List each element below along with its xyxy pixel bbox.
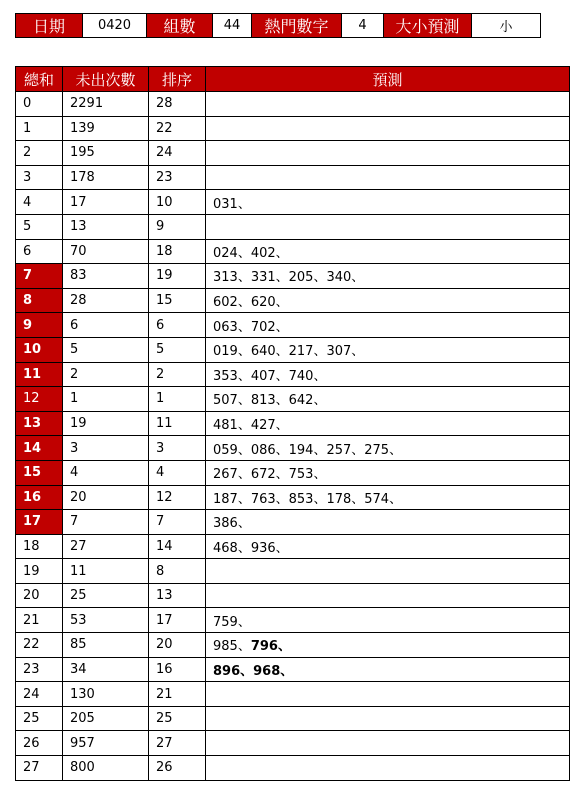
rank-cell: 5 xyxy=(149,337,206,362)
table-row xyxy=(16,313,570,338)
sum-cell: 7 xyxy=(16,264,63,289)
rank-cell: 2 xyxy=(149,362,206,387)
prediction-text: 353、407、740、 xyxy=(213,368,327,384)
table-row xyxy=(16,460,570,485)
prediction-cell xyxy=(206,510,570,535)
table-row xyxy=(16,510,570,535)
rank-cell: 3 xyxy=(149,436,206,461)
hot-number-value: 4 xyxy=(342,14,384,38)
rank-cell: 22 xyxy=(149,116,206,141)
size-prediction-value: 小 xyxy=(472,14,541,38)
prediction-text: 031、 xyxy=(213,196,251,212)
table-row xyxy=(16,362,570,387)
info-bar xyxy=(15,13,541,38)
missed-count-cell: 130 xyxy=(63,682,149,707)
sum-cell: 5 xyxy=(16,214,63,239)
table-row xyxy=(16,583,570,608)
sum-cell: 2 xyxy=(16,141,63,166)
sum-cell: 25 xyxy=(16,706,63,731)
prediction-cell xyxy=(206,313,570,338)
prediction-text-bold: 796、 xyxy=(250,639,291,655)
prediction-cell xyxy=(206,608,570,633)
prediction-text: 507、813、642、 xyxy=(213,393,327,409)
table-row xyxy=(16,337,570,362)
prediction-text: 187、763、853、178、574、 xyxy=(213,491,403,507)
missed-count-cell: 195 xyxy=(63,141,149,166)
sum-cell: 8 xyxy=(16,288,63,313)
table-row xyxy=(16,288,570,313)
rank-cell: 10 xyxy=(149,190,206,215)
missed-count-cell: 178 xyxy=(63,165,149,190)
prediction-cell xyxy=(206,239,570,264)
prediction-cell xyxy=(206,731,570,756)
prediction-text: 063、702、 xyxy=(213,319,289,335)
prediction-cell xyxy=(206,165,570,190)
missed-count-cell: 800 xyxy=(63,756,149,781)
prediction-cell xyxy=(206,141,570,166)
sum-cell: 4 xyxy=(16,190,63,215)
rank-cell: 21 xyxy=(149,682,206,707)
missed-count-cell: 2291 xyxy=(63,92,149,117)
count-label: 組數 xyxy=(147,14,213,38)
prediction-cell xyxy=(206,682,570,707)
sum-cell: 16 xyxy=(16,485,63,510)
rank-cell: 25 xyxy=(149,706,206,731)
hot-number-label: 熱門數字 xyxy=(252,14,342,38)
prediction-cell xyxy=(206,116,570,141)
sum-cell: 9 xyxy=(16,313,63,338)
sum-cell: 21 xyxy=(16,608,63,633)
table-row xyxy=(16,239,570,264)
sum-cell: 20 xyxy=(16,583,63,608)
table-row xyxy=(16,264,570,289)
prediction-cell xyxy=(206,756,570,781)
prediction-text: 313、331、205、340、 xyxy=(213,270,365,286)
prediction-cell xyxy=(206,411,570,436)
prediction-cell xyxy=(206,485,570,510)
missed-count-cell: 6 xyxy=(63,313,149,338)
prediction-text-bold: 896、968、 xyxy=(213,663,294,679)
missed-count-cell: 25 xyxy=(63,583,149,608)
table-row xyxy=(16,411,570,436)
prediction-cell xyxy=(206,92,570,117)
column-header-prediction: 預測 xyxy=(206,67,570,92)
rank-cell: 1 xyxy=(149,387,206,412)
missed-count-cell: 11 xyxy=(63,559,149,584)
missed-count-cell: 85 xyxy=(63,633,149,658)
prediction-cell xyxy=(206,190,570,215)
prediction-text: 481、427、 xyxy=(213,418,289,434)
table-row xyxy=(16,756,570,781)
missed-count-cell: 34 xyxy=(63,657,149,682)
table-row xyxy=(16,731,570,756)
sum-cell: 14 xyxy=(16,436,63,461)
rank-cell: 11 xyxy=(149,411,206,436)
table-row xyxy=(16,165,570,190)
prediction-cell xyxy=(206,559,570,584)
missed-count-cell: 28 xyxy=(63,288,149,313)
prediction-cell xyxy=(206,657,570,682)
size-prediction-label: 大小預測 xyxy=(384,14,472,38)
rank-cell: 28 xyxy=(149,92,206,117)
missed-count-cell: 139 xyxy=(63,116,149,141)
prediction-cell xyxy=(206,214,570,239)
sum-cell: 12 xyxy=(16,387,63,412)
sum-cell: 19 xyxy=(16,559,63,584)
rank-cell: 9 xyxy=(149,214,206,239)
rank-cell: 20 xyxy=(149,633,206,658)
info-row xyxy=(16,14,541,38)
missed-count-cell: 20 xyxy=(63,485,149,510)
prediction-cell xyxy=(206,633,570,658)
sum-cell: 11 xyxy=(16,362,63,387)
prediction-cell xyxy=(206,387,570,412)
rank-cell: 19 xyxy=(149,264,206,289)
prediction-table xyxy=(15,66,570,781)
table-row xyxy=(16,534,570,559)
rank-cell: 12 xyxy=(149,485,206,510)
count-value: 44 xyxy=(213,14,252,38)
sum-cell: 0 xyxy=(16,92,63,117)
sum-cell: 10 xyxy=(16,337,63,362)
missed-count-cell: 3 xyxy=(63,436,149,461)
missed-count-cell: 70 xyxy=(63,239,149,264)
table-row xyxy=(16,92,570,117)
prediction-cell xyxy=(206,436,570,461)
table-row xyxy=(16,190,570,215)
prediction-cell xyxy=(206,534,570,559)
missed-count-cell: 205 xyxy=(63,706,149,731)
missed-count-cell: 53 xyxy=(63,608,149,633)
table-row xyxy=(16,559,570,584)
rank-cell: 15 xyxy=(149,288,206,313)
rank-cell: 24 xyxy=(149,141,206,166)
rank-cell: 16 xyxy=(149,657,206,682)
sum-cell: 26 xyxy=(16,731,63,756)
prediction-cell xyxy=(206,288,570,313)
sum-cell: 3 xyxy=(16,165,63,190)
rank-cell: 8 xyxy=(149,559,206,584)
table-row xyxy=(16,214,570,239)
sum-cell: 1 xyxy=(16,116,63,141)
sum-cell: 27 xyxy=(16,756,63,781)
missed-count-cell: 13 xyxy=(63,214,149,239)
prediction-cell xyxy=(206,706,570,731)
missed-count-cell: 1 xyxy=(63,387,149,412)
missed-count-cell: 19 xyxy=(63,411,149,436)
rank-cell: 4 xyxy=(149,460,206,485)
prediction-text: 985、 xyxy=(213,639,251,655)
table-row xyxy=(16,436,570,461)
prediction-text: 468、936、 xyxy=(213,540,289,556)
table-row xyxy=(16,387,570,412)
missed-count-cell: 5 xyxy=(63,337,149,362)
missed-count-cell: 27 xyxy=(63,534,149,559)
rank-cell: 18 xyxy=(149,239,206,264)
sum-cell: 23 xyxy=(16,657,63,682)
table-row xyxy=(16,116,570,141)
missed-count-cell: 7 xyxy=(63,510,149,535)
table-row xyxy=(16,633,570,658)
sum-cell: 15 xyxy=(16,460,63,485)
prediction-cell xyxy=(206,583,570,608)
rank-cell: 27 xyxy=(149,731,206,756)
missed-count-cell: 2 xyxy=(63,362,149,387)
prediction-cell xyxy=(206,362,570,387)
date-label: 日期 xyxy=(16,14,83,38)
sum-cell: 6 xyxy=(16,239,63,264)
sum-cell: 17 xyxy=(16,510,63,535)
rank-cell: 13 xyxy=(149,583,206,608)
prediction-text: 386、 xyxy=(213,516,251,532)
missed-count-cell: 957 xyxy=(63,731,149,756)
rank-cell: 23 xyxy=(149,165,206,190)
table-header-row xyxy=(16,67,570,92)
rank-cell: 7 xyxy=(149,510,206,535)
prediction-text: 759、 xyxy=(213,614,251,630)
prediction-text: 267、672、753、 xyxy=(213,467,327,483)
column-header-rank: 排序 xyxy=(149,67,206,92)
table-row xyxy=(16,485,570,510)
rank-cell: 26 xyxy=(149,756,206,781)
prediction-cell xyxy=(206,460,570,485)
table-row xyxy=(16,608,570,633)
sum-cell: 13 xyxy=(16,411,63,436)
sum-cell: 18 xyxy=(16,534,63,559)
column-header-sum: 總和 xyxy=(16,67,63,92)
sum-cell: 22 xyxy=(16,633,63,658)
prediction-text: 019、640、217、307、 xyxy=(213,344,365,360)
rank-cell: 17 xyxy=(149,608,206,633)
column-header-missed-count: 未出次數 xyxy=(63,67,149,92)
table-row xyxy=(16,682,570,707)
table-row xyxy=(16,141,570,166)
prediction-text: 602、620、 xyxy=(213,295,289,311)
table-row xyxy=(16,706,570,731)
prediction-cell xyxy=(206,337,570,362)
date-value: 0420 xyxy=(83,14,147,38)
missed-count-cell: 17 xyxy=(63,190,149,215)
prediction-text: 024、402、 xyxy=(213,245,289,261)
missed-count-cell: 83 xyxy=(63,264,149,289)
prediction-cell xyxy=(206,264,570,289)
sum-cell: 24 xyxy=(16,682,63,707)
prediction-text: 059、086、194、257、275、 xyxy=(213,442,403,458)
rank-cell: 6 xyxy=(149,313,206,338)
missed-count-cell: 4 xyxy=(63,460,149,485)
rank-cell: 14 xyxy=(149,534,206,559)
table-row xyxy=(16,657,570,682)
